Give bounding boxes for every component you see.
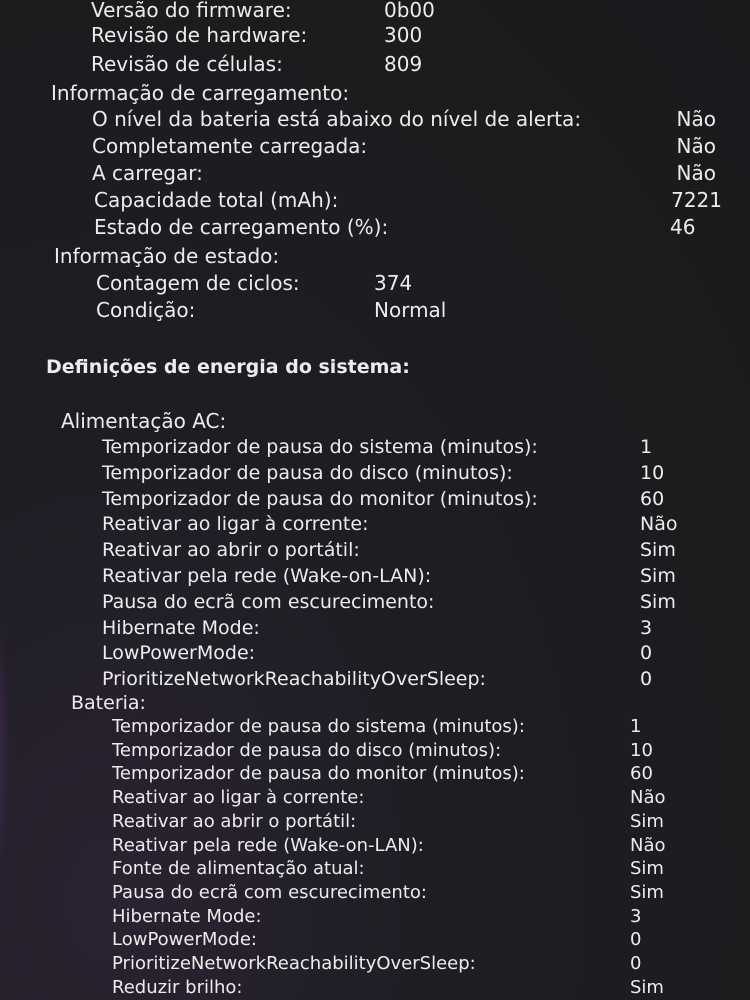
state-value: 46 [670,215,696,239]
state-label: Estado de carregamento (%): [94,215,389,239]
setting-label: Fonte de alimentação atual: [112,858,365,880]
battery-heading: Bateria: [71,692,146,714]
setting-value: 3 [640,616,653,639]
full-label: Completamente carregada: [92,134,368,158]
setting-value: 10 [640,461,665,484]
setting-value: 0 [630,953,642,974]
setting-label: Reativar ao abrir o portátil: [102,539,360,562]
cycles-value: 374 [374,271,413,295]
screen-glow [0,600,10,900]
setting-value: Sim [640,539,676,562]
setting-value: Sim [640,565,676,587]
cell-rev-label: Revisão de células: [91,52,283,76]
setting-value: Não [640,513,678,536]
setting-label: Temporizador de pausa do disco (minutos): [102,461,513,484]
setting-value: Não [630,834,666,856]
setting-label: Temporizador de pausa do monitor (minutos): [102,487,538,510]
charging-heading: Informação de carregamento: [51,81,350,105]
firmware-label: Versão do firmware: [91,0,292,22]
power-settings-heading: Definições de energia do sistema: [46,356,410,378]
alert-label: O nível da bateria está abaixo do nível de alerta: [92,107,582,131]
firmware-value: 0b00 [384,0,435,22]
hw-rev-value: 300 [384,23,423,47]
hw-rev-label: Revisão de hardware: [91,23,308,47]
setting-value: 1 [630,716,642,737]
setting-label: Reativar ao abrir o portátil: [112,810,357,832]
setting-label: Pausa do ecrã com escurecimento: [102,590,435,613]
setting-label: Temporizador de pausa do sistema (minutos): [112,716,525,737]
setting-value: 60 [630,763,653,785]
ac-heading: Alimentação AC: [61,409,227,433]
setting-label: Temporizador de pausa do monitor (minutos): [112,763,525,785]
setting-label: Reativar pela rede (Wake-on-LAN): [112,834,424,856]
setting-value: 60 [640,487,665,510]
setting-label: LowPowerMode: [112,929,257,951]
setting-value: 10 [630,739,653,761]
setting-label: Hibernate Mode: [112,905,262,927]
cycles-label: Contagem de ciclos: [96,271,300,295]
condition-value: Normal [374,298,447,322]
setting-label: Temporizador de pausa do sistema (minutos): [102,436,538,458]
condition-label: Condição: [96,298,196,322]
setting-value: Sim [630,858,664,880]
capacity-value: 7221 [671,188,722,212]
setting-value: 3 [630,905,642,927]
setting-value: 0 [640,642,653,665]
setting-value: 0 [630,929,642,951]
setting-label: Reativar ao ligar à corrente: [102,513,369,536]
setting-value: Sim [640,590,676,613]
setting-value: Não [630,787,666,809]
setting-label: Reativar ao ligar à corrente: [112,787,365,809]
setting-value: 1 [640,436,653,458]
setting-label: PrioritizeNetworkReachabilityOverSleep: [102,668,486,691]
setting-value: Sim [630,881,664,903]
setting-label: PrioritizeNetworkReachabilityOverSleep: [112,953,476,974]
setting-label: Reduzir brilho: [112,976,243,998]
charging-label: A carregar: [92,161,203,185]
alert-value: Não [676,107,716,131]
setting-label: Hibernate Mode: [102,616,260,639]
status-heading: Informação de estado: [54,244,280,268]
setting-value: 0 [640,668,653,691]
setting-label: Pausa do ecrã com escurecimento: [112,881,427,903]
full-value: Não [676,134,716,158]
setting-value: Sim [630,976,664,998]
setting-label: LowPowerMode: [102,642,256,665]
setting-label: Reativar pela rede (Wake-on-LAN): [102,565,432,587]
setting-label: Temporizador de pausa do disco (minutos): [112,739,502,761]
charging-value: Não [676,161,716,185]
capacity-label: Capacidade total (mAh): [94,188,339,212]
setting-value: Sim [630,810,664,832]
cell-rev-value: 809 [384,52,423,76]
